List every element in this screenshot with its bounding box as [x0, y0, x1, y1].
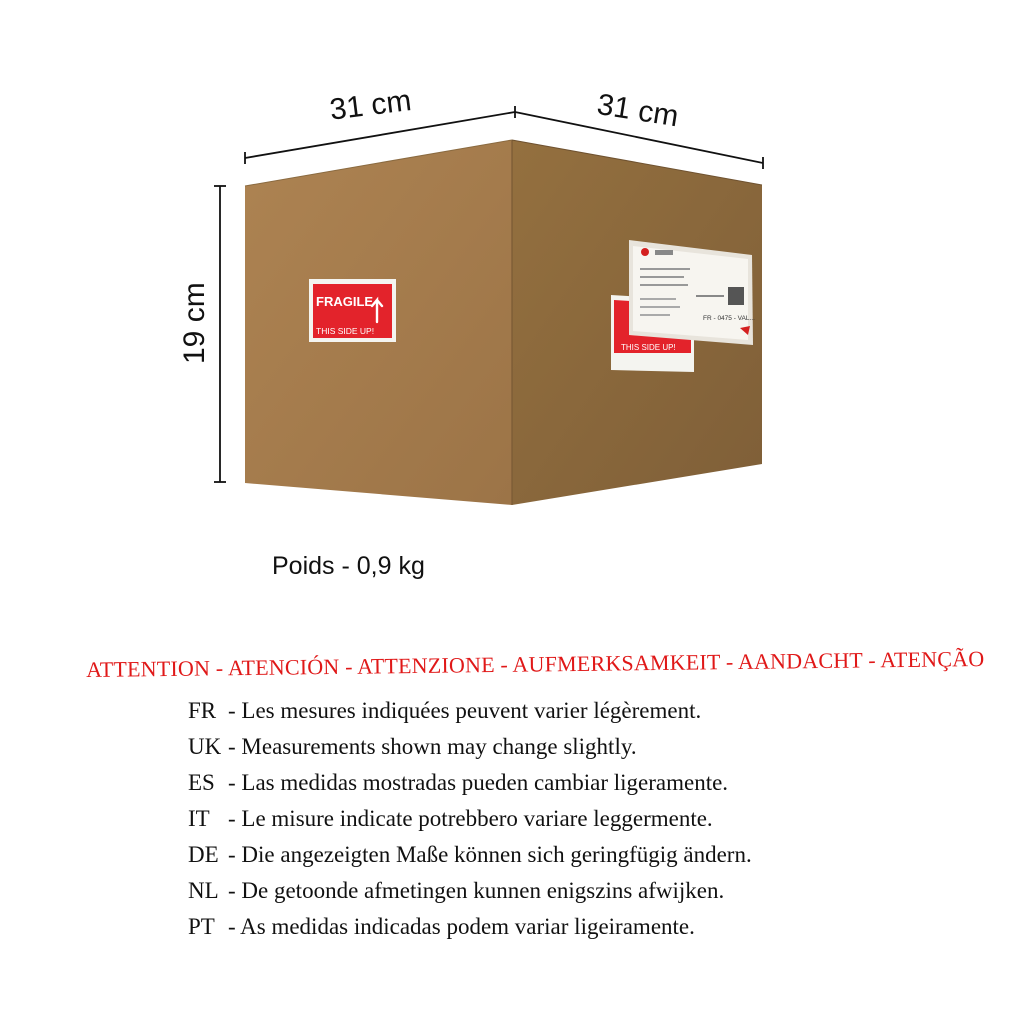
note-pt — [188, 914, 695, 948]
weight-label: Poids - 0,9 kg — [272, 552, 425, 580]
depth-dimension-label: 31 cm — [594, 88, 681, 134]
note-text: - Las medidas mostradas pueden cambiar ligeramente. — [228, 770, 729, 795]
width-dimension-label: 31 cm — [328, 84, 414, 127]
note-text: - Les mesures indiquées peuvent varier légèrement. — [228, 698, 702, 723]
note-language-code: ES — [188, 770, 215, 795]
fragile-subtitle: THIS SIDE UP! — [316, 326, 375, 336]
note-it — [188, 806, 713, 840]
note-es — [188, 770, 728, 804]
fragile-sticker-front — [309, 279, 396, 342]
barcode-icon — [728, 287, 744, 305]
note-language-code: NL — [188, 878, 219, 903]
note-text: - Measurements shown may change slightly. — [228, 734, 637, 759]
note-language-code: UK — [188, 734, 222, 759]
note-text: - Le misure indicate potrebbero variare leggermente. — [228, 806, 713, 831]
shipping-label-code: FR - 0475 - VAL... — [703, 315, 755, 322]
note-de — [188, 842, 752, 876]
fragile-subtitle-partial: THIS SIDE UP! — [621, 343, 676, 352]
note-text: - Die angezeigten Maße können sich geringfügig ändern. — [228, 842, 752, 867]
shipping-label — [629, 240, 755, 345]
note-fr — [188, 698, 701, 732]
note-nl — [188, 878, 724, 912]
attention-heading: ATTENTION - ATENCIÓN - ATTENZIONE - AUFMERKSAMKEIT - AANDACHT - ATENÇÃO — [86, 646, 985, 682]
note-language-code: IT — [188, 806, 210, 831]
note-uk — [188, 734, 637, 768]
fragile-title: FRAGILE — [316, 294, 374, 309]
note-language-code: DE — [188, 842, 219, 867]
note-language-code: FR — [188, 698, 217, 723]
height-dimension-label: 19 cm — [178, 282, 211, 364]
note-text: - As medidas indicadas podem variar ligeiramente. — [228, 914, 695, 939]
note-language-code: PT — [188, 914, 215, 939]
note-text: - De getoonde afmetingen kunnen enigszins afwijken. — [228, 878, 725, 903]
